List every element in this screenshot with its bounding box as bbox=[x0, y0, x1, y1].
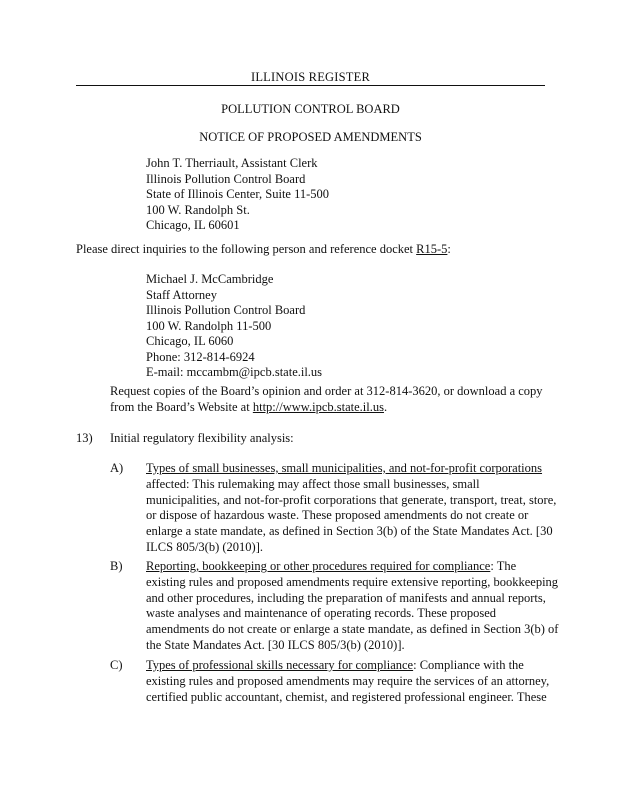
contact-line: Illinois Pollution Control Board bbox=[146, 303, 306, 317]
contact-line: Staff Attorney bbox=[146, 287, 217, 302]
item-heading: Reporting, bookkeeping or other procedures required for compliance bbox=[146, 559, 491, 573]
address-line: 100 W. Randolph St. bbox=[146, 202, 250, 217]
inquiries-line: Please direct inquiries to the following person and reference docket R15-5: bbox=[76, 242, 451, 256]
item-a-text: Types of small businesses, small municipalities, and not-for-profit corporations affected: This rulemaking may affect those small businesses, small municipalities, and not-for-profit corporations that generate, transport, treat, store, or dispose of hazardous waste. These proposed amendments do not create or enlarge a state mandate, as defined in Section 3(b) of the State Mandates Act. [30 ILCS 805/3(b) (2010)]. bbox=[146, 461, 557, 554]
website-link[interactable]: http://www.ipcb.state.il.us bbox=[252, 399, 384, 414]
address-line: John T. Therriault, Assistant Clerk bbox=[146, 156, 318, 170]
item-letter: B) bbox=[110, 559, 123, 573]
docket-link[interactable]: R15-5 bbox=[416, 242, 448, 256]
agency-title: POLLUTION CONTROL BOARD bbox=[221, 102, 400, 116]
contact-block bbox=[146, 272, 322, 381]
section-number: 13) bbox=[76, 431, 93, 445]
contact-line: Chicago, IL 6060 bbox=[146, 334, 234, 348]
item-heading: Types of professional skills necessary for compliance bbox=[146, 658, 414, 672]
item-heading: Types of small businesses, small municipalities, and not-for-profit corporations bbox=[146, 461, 543, 475]
header-rule bbox=[76, 85, 545, 86]
contact-line: Phone: 312-814-6924 bbox=[146, 349, 255, 364]
address-line: Illinois Pollution Control Board bbox=[146, 171, 306, 186]
item-c-text: Types of professional skills necessary for compliance: Compliance with the existing rules and proposed amendments may require the services of an attorney, certified public accountant, chemist, and registered professional engineer. These bbox=[146, 658, 550, 704]
contact-line: Michael J. McCambridge bbox=[146, 272, 274, 286]
item-letter: A) bbox=[110, 461, 124, 475]
address-line: Chicago, IL 60601 bbox=[146, 218, 240, 232]
contact-email: E-mail: mccambm@ipcb.state.il.us bbox=[146, 365, 323, 379]
clerk-address bbox=[146, 156, 329, 234]
notice-title: NOTICE OF PROPOSED AMENDMENTS bbox=[199, 130, 422, 144]
contact-line: 100 W. Randolph 11-500 bbox=[146, 318, 272, 333]
section-title: Initial regulatory flexibility analysis: bbox=[110, 431, 294, 445]
register-title: ILLINOIS REGISTER bbox=[250, 70, 370, 84]
item-letter: C) bbox=[110, 658, 123, 672]
copies-paragraph: Request copies of the Board’s opinion and order at 312-814-3620, or download a copy from the Board’s Website at http://www.ipcb.state.il.us. bbox=[110, 384, 543, 414]
address-line: State of Illinois Center, Suite 11-500 bbox=[146, 187, 330, 201]
item-b-text: Reporting, bookkeeping or other procedures required for compliance: The existing rules and proposed amendments require extensive reporting, bookkeeping and other procedures, including the preparation of manifests and annual reports, waste analyses and maintenance of operating records. These proposed amendments do not create or enlarge a state mandate, as defined in Section 3(b) of the State Mandates Act. [30 ILCS 805/3(b) (2010)]. bbox=[146, 559, 559, 652]
